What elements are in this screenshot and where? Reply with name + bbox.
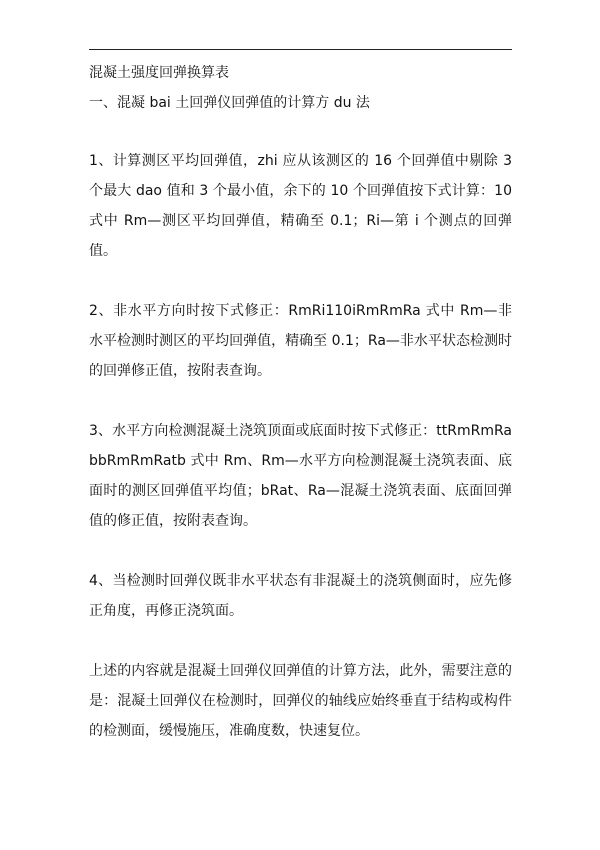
document-body [89, 60, 512, 746]
paragraph-step-3: 3、水平方向检测混凝土浇筑顶面或底面时按下式修正：ttRmRmRabbRmRmRatb 式中 Rm、Rm—水平方向检测混凝土浇筑表面、底面时的测区回弹值平均值；bRat、Ra—混凝土浇筑表面、底面回弹值的修正值，按附表查询。 [89, 423, 512, 529]
paragraph-step-1: 1、计算测区平均回弹值，zhi 应从该测区的 16 个回弹值中剔除 3 个最大 dao 值和 3 个最小值，余下的 10 个回弹值按下式计算：10 式中 Rm—测区平均回弹值，精确至 0.1；Ri—第 i 个测点的回弹值。 [89, 153, 512, 259]
document-title: 混凝土强度回弹换算表 [89, 65, 229, 81]
paragraph-step-2: 2、非水平方向时按下式修正：RmRi110iRmRmRa 式中 Rm—非水平检测时测区的平均回弹值，精确至 0.1；Ra—非水平状态检测时的回弹修正值，按附表查询。 [89, 303, 512, 379]
paragraph-step-4: 4、当检测时回弹仪既非水平状态有非混凝土的浇筑侧面时，应先修正角度，再修正浇筑面。 [89, 573, 512, 619]
paragraph-summary: 上述的内容就是混凝土回弹仪回弹值的计算方法，此外，需要注意的是：混凝土回弹仪在检测时，回弹仪的轴线应始终垂直于结构或构件的检测面，缓慢施压，准确度数，快速复位。 [89, 663, 512, 739]
paragraph-spacer [89, 266, 512, 296]
section-heading: 一、混凝 bai 土回弹仪回弹值的计算方 du 法 [89, 95, 370, 111]
paragraph-spacer [89, 386, 512, 416]
header-rule [89, 49, 512, 50]
paragraph-spacer [89, 116, 512, 146]
paragraph-spacer [89, 536, 512, 566]
paragraph-spacer [89, 626, 512, 656]
